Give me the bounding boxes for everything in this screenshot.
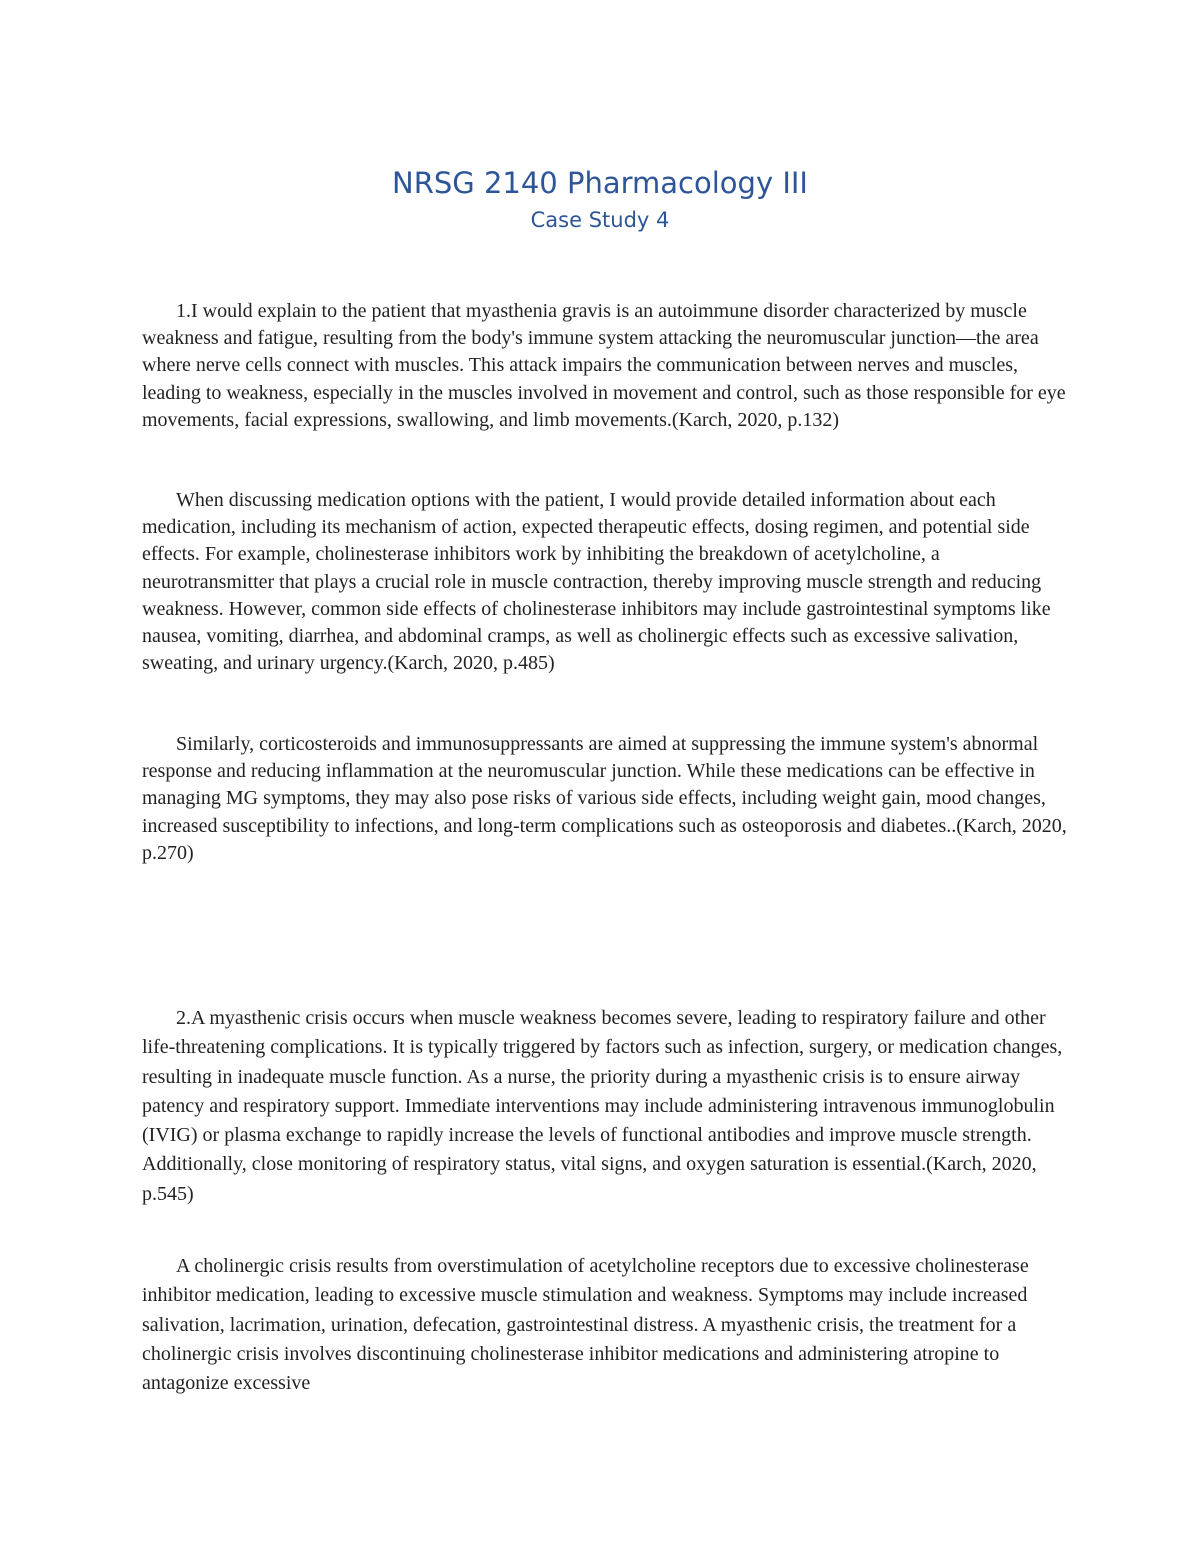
paragraph-2: When discussing medication options with the patient, I would provide detailed information about each medication, including its mechanism of action, expected therapeutic effects, dosing regimen, and potential side effects. For example, cholinesterase inhibitors work by inhibiting the breakdown of acetylcholine, a neurotransmitter that plays a crucial role in muscle contraction, thereby improving muscle strength and reducing weakness. However, common side effects of cholinesterase inhibitors may include gastrointestinal symptoms like nausea, vomiting, diarrhea, and abdominal cramps, as well as cholinergic effects such as excessive salivation, sweating, and urinary urgency.(Karch, 2020, p.485) bbox=[142, 489, 1051, 675]
paragraph-3: Similarly, corticosteroids and immunosuppressants are aimed at suppressing the immune system's abnormal response and reducing inflammation at the neuromuscular junction. While these medications can be effective in managing MG symptoms, they may also pose risks of various side effects, including weight gain, mood changes, increased susceptibility to infections, and long-term complications such as osteoporosis and diabetes..(Karch, 2020, p.270) bbox=[142, 733, 1067, 864]
document-title: NRSG 2140 Pharmacology III bbox=[392, 166, 808, 200]
paragraph-1: 1.I would explain to the patient that myasthenia gravis is an autoimmune disorder characterized by muscle weakness and fatigue, resulting from the body's immune system attacking the neuromuscular junction—the area where nerve cells connect with muscles. This attack impairs the communication between nerves and muscles, leading to weakness, especially in the muscles involved in movement and control, such as those responsible for eye movements, facial expressions, swallowing, and limb movements.(Karch, 2020, p.132) bbox=[142, 300, 1066, 431]
paragraph-4: 2.A myasthenic crisis occurs when muscle weakness becomes severe, leading to respiratory failure and other life-threatening complications. It is typically triggered by factors such as infection, surgery, or medication changes, resulting in inadequate muscle function. As a nurse, the priority during a myasthenic crisis is to ensure airway patency and respiratory support. Immediate interventions may include administering intravenous immunoglobulin (IVIG) or plasma exchange to rapidly increase the levels of functional antibodies and improve muscle strength. Additionally, close monitoring of respiratory status, vital signs, and oxygen saturation is essential.(Karch, 2020, p.545) bbox=[142, 1007, 1063, 1205]
document-subtitle: Case Study 4 bbox=[530, 208, 670, 232]
paragraph-5: A cholinergic crisis results from overstimulation of acetylcholine receptors due to excessive cholinesterase inhibitor medication, leading to excessive muscle stimulation and weakness. Symptoms may include increased salivation, lacrimation, urination, defecation, gastrointestinal distress. A myasthenic crisis, the treatment for a cholinergic crisis involves discontinuing cholinesterase inhibitor medications and administering atropine to antagonize excessive bbox=[142, 1255, 1029, 1395]
title-block bbox=[0, 163, 1200, 235]
